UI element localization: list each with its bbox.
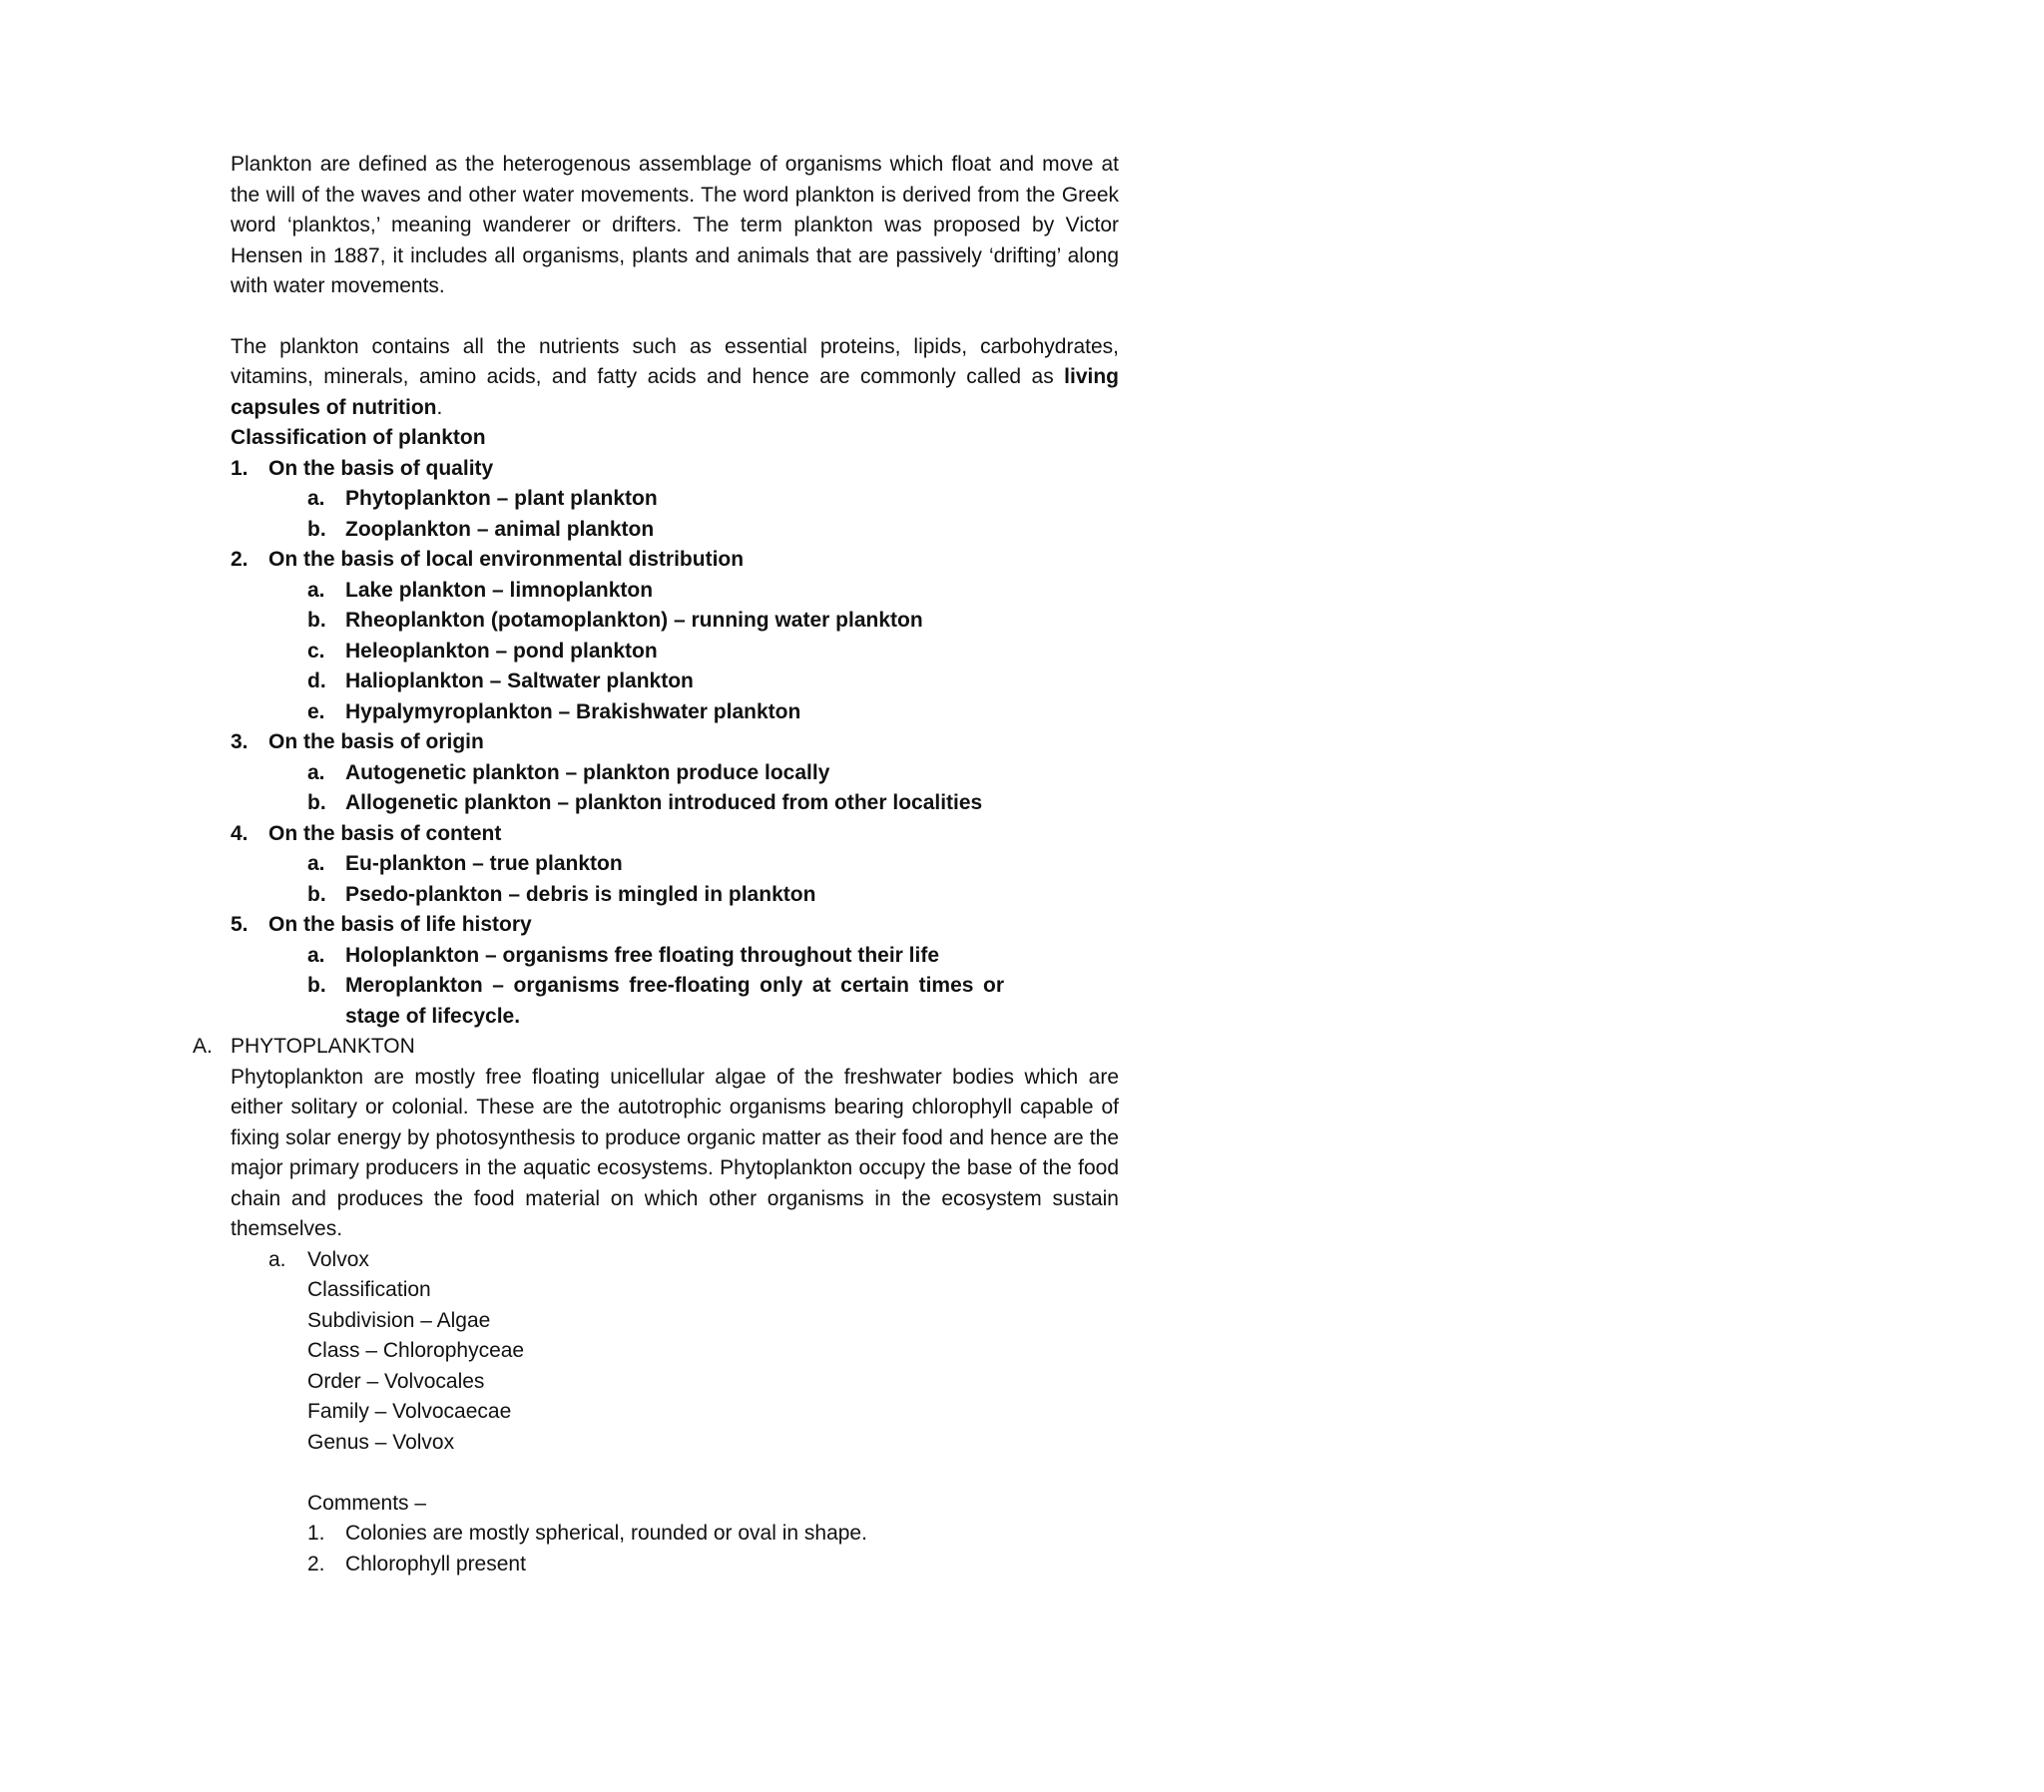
list-marker: a. [307,760,325,784]
taxonomy-line: Subdivision – Algae [307,1308,491,1332]
phytoplankton-paragraph: Phytoplankton are mostly free floating unicellular algae of the freshwater bodies which are either solitary or colonial. These are the autotrophic organisms bearing chlorophyll capable of fixing solar energy by photosynthesis to produce organic matter as their food and hence are the major primary producers in the aquatic ecosystems. Phytoplankton occupy the base of the food chain and produces the food material on which other organisms in the ecosystem sustain themselves. [231,1065,1119,1240]
list-item-text: Psedo-plankton – debris is mingled in plankton [345,882,816,906]
list-marker: a. [268,1247,286,1271]
list-marker: 2. [307,1552,325,1575]
list-item-text: Halioplankton – Saltwater plankton [345,670,694,692]
classification-heading: Classification of plankton [231,426,486,449]
comment-text: Colonies are mostly spherical, rounded or oval in shape. [345,1522,867,1545]
list-item [231,637,1119,668]
list-marker: 3. [231,730,249,753]
list-item [231,758,1119,789]
list-marker: b. [307,974,326,997]
list-item [231,606,1119,637]
list-marker: 1. [231,456,249,480]
list-item [231,880,1119,911]
section-heading [193,1032,1119,1063]
intro-paragraph-2 [231,332,1119,424]
list-marker: 5. [231,913,249,936]
list-item-text: Heleoplankton – pond plankton [345,639,658,663]
organism-heading [231,1245,1119,1276]
list-marker: 2. [231,548,249,571]
blank-line [231,1458,1119,1489]
group-label: On the basis of local environmental distribution [268,548,745,571]
taxonomy-line: Genus – Volvox [307,1430,455,1454]
taxonomy-line: Family – Volvocaecae [307,1400,512,1423]
list-item-text: Lake plankton – limnoplankton [345,578,654,602]
group-label: On the basis of life history [268,913,532,936]
list-item [231,1550,1119,1580]
section-title: PHYTOPLANKTON [231,1035,415,1058]
list-marker: d. [307,670,326,692]
comments-label: Comments – [307,1491,427,1515]
list-marker: a. [307,487,325,510]
list-marker: 4. [231,821,249,845]
classification-group [231,727,1119,758]
list-marker: b. [307,791,326,814]
list-item [231,788,1119,819]
list-item-text: Phytoplankton – plant plankton [345,487,658,510]
list-marker: b. [307,609,326,632]
classification-group [231,910,1119,941]
list-item [231,697,1119,728]
list-item [231,1519,1119,1550]
list-item [231,667,1119,697]
taxonomy-line: Class – Chlorophyceae [307,1339,525,1362]
list-item [231,576,1119,607]
list-item-text: Autogenetic plankton – plankton produce locally [345,760,830,784]
section-marker: A. [193,1035,213,1058]
living-capsules-term: living capsules of nutrition [231,365,1119,419]
taxonomy-line: Order – Volvocales [307,1369,485,1393]
intro-paragraph-2-end: . [436,395,443,419]
list-item-text: Hypalymyroplankton – Brakishwater plankton [345,699,801,723]
list-item-text: Allogenetic plankton – plankton introduced from other localities [345,791,983,814]
list-item-text: Eu-plankton – true plankton [345,852,623,875]
classification-list [231,454,1119,1033]
list-item [231,849,1119,880]
list-marker: b. [307,882,326,906]
list-item [231,515,1119,546]
classification-group [231,454,1119,485]
list-marker: 1. [307,1522,325,1545]
list-item [231,971,1004,1032]
list-item-text: Rheoplankton (potamoplankton) – running water plankton [345,609,923,632]
list-marker: a. [307,578,325,602]
list-item-text: Zooplankton – animal plankton [345,517,655,541]
classification-label: Classification [307,1278,431,1301]
list-item-text: Holoplankton – organisms free floating throughout their life [345,943,940,967]
list-marker: a. [307,852,325,875]
group-label: On the basis of origin [268,730,484,753]
intro-paragraph-1: Plankton are defined as the heterogenous assemblage of organisms which float and move at the will of the waves and other water movements. The word plankton is derived from the Greek word ‘planktos,’ meaning wanderer or drifters. The term plankton was proposed by Victor Hensen in 1887, it includes all organisms, plants and animals that are passively ‘drifting’ along with water movements. [231,153,1119,297]
list-marker: e. [307,699,325,723]
classification-group [231,545,1119,576]
group-label: On the basis of quality [268,456,494,480]
list-marker: c. [307,639,325,663]
intro-paragraph-2-text: The plankton contains all the nutrients such as essential proteins, lipids, carbohydrates, vitamins, minerals, amino acids, and fatty acids and hence are commonly called as [231,334,1119,388]
group-label: On the basis of content [268,821,502,845]
document-content [193,150,1119,1579]
classification-group [231,819,1119,850]
list-item-text: Meroplankton – organisms free-floating only at certain times or stage of lifecycle. [345,974,1004,1028]
comment-text: Chlorophyll present [345,1552,526,1575]
list-item [231,941,1119,972]
organism-name: Volvox [307,1247,369,1271]
list-marker: a. [307,943,325,967]
list-item [231,484,1119,515]
list-marker: b. [307,517,326,541]
